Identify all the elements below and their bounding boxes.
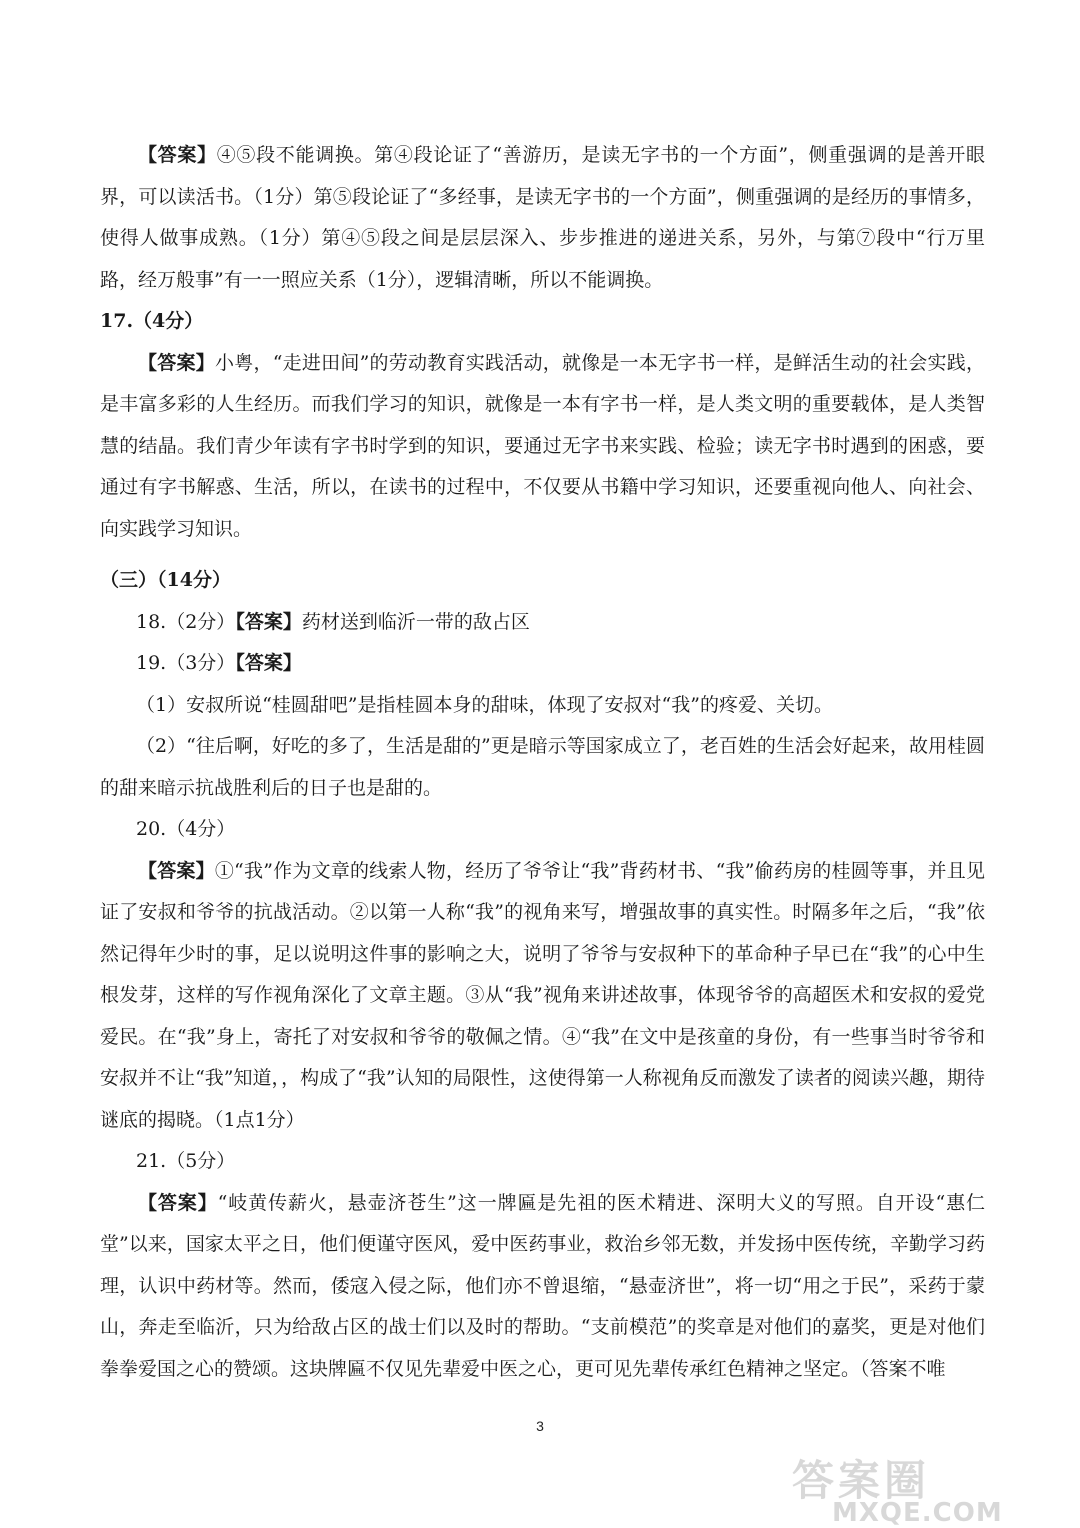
- q20-answer: [100, 851, 985, 1142]
- q19-heading: 19.（3分）: [136, 652, 236, 674]
- q20-answer-text: ①“我”作为文章的线索人物，经历了爷爷让“我”背药材书、“我”偷药房的桂圆等事，并且见证了安叔和爷爷的抗战活动。②以第一人称“我”的视角来写，增强故事的真实性。时隔多年之后，“我”依然记得年少时的事，足以说明这件事的影响之大，说明了爷爷与安叔种下的革命种子早已在“我”的心中生根发芽，这样的写作视角深化了文章主题。③从“我”视角来讲述故事，体现爷爷的高超医术和安叔的爱党爱民。在“我”身上，寄托了对安叔和爷爷的敬佩之情。④“我”在文中是孩童的身份，有一些事当时爷爷和安叔并不让“我”知道，，构成了“我”认知的局限性，这使得第一人称视角反而激发了读者的阅读兴趣，期待谜底的揭晓。（1点1分）: [100, 859, 985, 1131]
- answer-label: 【答案】: [138, 144, 217, 166]
- q21-answer-text: “岐黄传薪火，悬壶济苍生”这一牌匾是先祖的医术精进、深明大义的写照。自开设“惠仁堂”以来，国家太平之日，他们便谨守医风，爱中医药事业，救治乡邻无数，并发扬中医传统，辛勤学习药理，认识中药材等。然而，倭寇入侵之际，他们亦不曾退缩，“悬壶济世”，将一切“用之于民”，采药于蒙山，奔走至临沂，只为给敌占区的战士们以及时的帮助。“支前模范”的奖章是对他们的嘉奖，更是对他们拳拳爱国之心的赞颂。这块牌匾不仅见先辈爱中医之心，更可见先辈传承红色精神之坚定。（答案不唯: [100, 1191, 985, 1380]
- answer-label: 【答案】: [138, 1191, 218, 1214]
- q17-heading: 17.（4分）: [100, 310, 204, 332]
- q18-answer-text: 药材送到临沂一带的敌占区: [301, 610, 530, 633]
- answer-label: 【答案】: [138, 859, 215, 882]
- q19-item-1: （1）安叔所说“桂圆甜吧”是指桂圆本身的甜味，体现了安叔对“我”的疼爱、关切。: [136, 693, 833, 716]
- q19-item-2: （2）“往后啊，好吃的多了，生活是甜的”更是暗示等国家成立了，老百姓的生活会好起来，故用桂圆的甜来暗示抗战胜利后的日子也是甜的。: [100, 735, 985, 799]
- q18-line: [100, 602, 985, 644]
- q17-answer-text: 小粤，“走进田间”的劳动教育实践活动，就像是一本无字书一样，是鲜活生动的社会实践，是丰富多彩的人生经历。而我们学习的知识，就像是一本有字书一样，是人类文明的重要载体，是人类智慧的结晶。我们青少年读有字书时学到的知识，要通过无字书来实践、检验；读无字书时遇到的困惑，要通过有字书解惑、生活，所以，在读书的过程中，不仅要从书籍中学习知识，还要重视向他人、向社会、向实践学习知识。: [100, 351, 985, 540]
- answer-label: 【答案】: [235, 610, 302, 633]
- page-number: 3: [536, 1418, 544, 1434]
- answer-label: 【答案】: [138, 351, 215, 374]
- watermark-logo: 答案圈: [792, 1456, 931, 1505]
- q17-answer: [100, 343, 985, 551]
- q21-heading: 21.（5分）: [136, 1150, 236, 1172]
- q18-heading: 18.（2分）: [136, 610, 236, 633]
- q19-line: [100, 643, 985, 685]
- section3-heading: （三）（14分）: [100, 569, 231, 591]
- watermark-site: MXQE.COM: [832, 1498, 1003, 1528]
- site-watermark: [752, 1448, 1052, 1528]
- answer-content: [100, 135, 985, 1390]
- q16-answer-text: ④⑤段不能调换。第④段论证了“善游历，是读无字书的一个方面”，侧重强调的是善开眼界，可以读活书。（1分）第⑤段论证了“多经事，是读无字书的一个方面”，侧重强调的是经历的事情多，使得人做事成熟。（1分）第④⑤段之间是层层深入、步步推进的递进关系，另外，与第⑦段中“行万里路，经万般事”有一一照应关系（1分），逻辑清晰，所以不能调换。: [100, 144, 985, 291]
- q21-answer: [100, 1183, 985, 1391]
- q16-answer: [100, 135, 985, 301]
- answer-label: 【答案】: [235, 652, 302, 674]
- q20-heading: 20.（4分）: [136, 818, 236, 840]
